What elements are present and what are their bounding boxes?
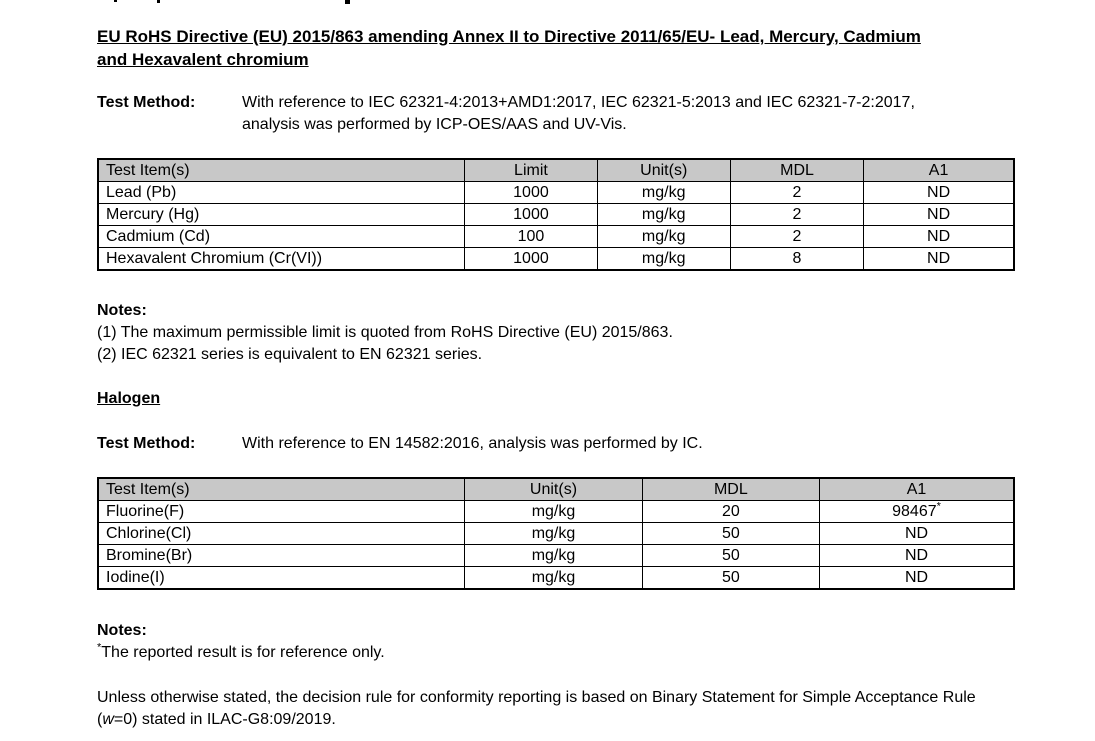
table-cell: mg/kg <box>465 545 642 567</box>
table-cell: 2 <box>730 204 863 226</box>
test-method-text: With reference to IEC 62321-4:2013+AMD1:2017, IEC 62321-5:2013 and IEC 62321-7-2:2017, analysis was performed by ICP-OES/AAS and UV-Vis. <box>242 94 915 133</box>
column-header: MDL <box>642 478 819 501</box>
table-cell: 1000 <box>465 182 597 204</box>
table-cell: ND <box>864 248 1014 271</box>
table-row <box>98 182 1014 204</box>
halogen-results-table <box>97 477 1015 590</box>
table-row <box>98 226 1014 248</box>
notes-label: Notes: <box>97 302 147 319</box>
halogen-section-heading: Halogen <box>97 390 161 407</box>
table-cell: Chlorine(Cl) <box>98 523 465 545</box>
column-header: Unit(s) <box>465 478 642 501</box>
table-cell: Fluorine(F) <box>98 501 465 523</box>
table-cell: Iodine(I) <box>98 567 465 590</box>
column-header: A1 <box>864 159 1014 182</box>
test-method-label: Test Method: <box>97 435 196 452</box>
table-cell: Bromine(Br) <box>98 545 465 567</box>
table-cell: 98467* <box>820 501 1014 523</box>
notes-label: Notes: <box>97 622 147 639</box>
table-cell: ND <box>864 204 1014 226</box>
column-header: MDL <box>730 159 863 182</box>
table-cell: ND <box>864 182 1014 204</box>
table-row <box>98 567 1014 590</box>
table-cell: Lead (Pb) <box>98 182 465 204</box>
table-cell: 100 <box>465 226 597 248</box>
table-cell: ND <box>864 226 1014 248</box>
column-header: A1 <box>820 478 1014 501</box>
cropped-text-artifact <box>345 0 350 4</box>
rohs-test-method <box>97 92 1015 136</box>
cropped-text-artifact <box>157 0 160 3</box>
table-cell: 1000 <box>465 204 597 226</box>
rohs-results-table <box>97 158 1015 271</box>
table-cell: Cadmium (Cd) <box>98 226 465 248</box>
cropped-text-artifact <box>114 0 117 2</box>
table-cell: mg/kg <box>597 182 730 204</box>
table-cell: mg/kg <box>465 523 642 545</box>
table-row <box>98 523 1014 545</box>
notes-list <box>97 322 1015 366</box>
table-header-row <box>98 478 1014 501</box>
decision-rule-text: Unless otherwise stated, the decision rule for conformity reporting is based on Binary Statement for Simple Acceptance Rule ( <box>97 689 976 728</box>
notes-list <box>97 642 1015 664</box>
table-cell: Mercury (Hg) <box>98 204 465 226</box>
decision-rule-text: =0) stated in ILAC-G8:09/2019. <box>113 710 336 728</box>
halogen-notes <box>97 620 1015 664</box>
table-row <box>98 204 1014 226</box>
rohs-notes <box>97 300 1015 366</box>
note-line: (1) The maximum permissible limit is quoted from RoHS Directive (EU) 2015/863. <box>97 324 673 341</box>
column-header: Test Item(s) <box>98 478 465 501</box>
table-cell: 50 <box>642 567 819 590</box>
table-cell: 2 <box>730 182 863 204</box>
table-row <box>98 248 1014 271</box>
table-cell: mg/kg <box>597 226 730 248</box>
table-cell: 8 <box>730 248 863 271</box>
decision-rule-statement <box>97 687 1015 730</box>
table-cell: mg/kg <box>465 567 642 590</box>
table-cell: ND <box>820 523 1014 545</box>
table-cell: 1000 <box>465 248 597 271</box>
test-method-label: Test Method: <box>97 94 196 111</box>
table-cell: ND <box>820 567 1014 590</box>
note-line: (2) IEC 62321 series is equivalent to EN 62321 series. <box>97 346 483 363</box>
rohs-section-heading: EU RoHS Directive (EU) 2015/863 amending Annex II to Directive 2011/65/EU- Lead, Mercury, Cadmium and Hexavalent chromium <box>97 27 921 69</box>
test-method-text: With reference to EN 14582:2016, analysis was performed by IC. <box>242 435 703 452</box>
halogen-test-method <box>97 433 1015 455</box>
table-cell: mg/kg <box>597 204 730 226</box>
table-cell: mg/kg <box>465 501 642 523</box>
column-header: Test Item(s) <box>98 159 465 182</box>
note-line: *The reported result is for reference only. <box>97 641 385 661</box>
table-cell: 50 <box>642 545 819 567</box>
column-header: Unit(s) <box>597 159 730 182</box>
table-cell: 2 <box>730 226 863 248</box>
table-header-row <box>98 159 1014 182</box>
table-cell: Hexavalent Chromium (Cr(VI)) <box>98 248 465 271</box>
table-cell: 20 <box>642 501 819 523</box>
table-row <box>98 545 1014 567</box>
table-cell: ND <box>820 545 1014 567</box>
decision-rule-variable: w <box>102 710 114 728</box>
table-cell: 50 <box>642 523 819 545</box>
table-cell: mg/kg <box>597 248 730 271</box>
table-row <box>98 501 1014 523</box>
column-header: Limit <box>465 159 597 182</box>
